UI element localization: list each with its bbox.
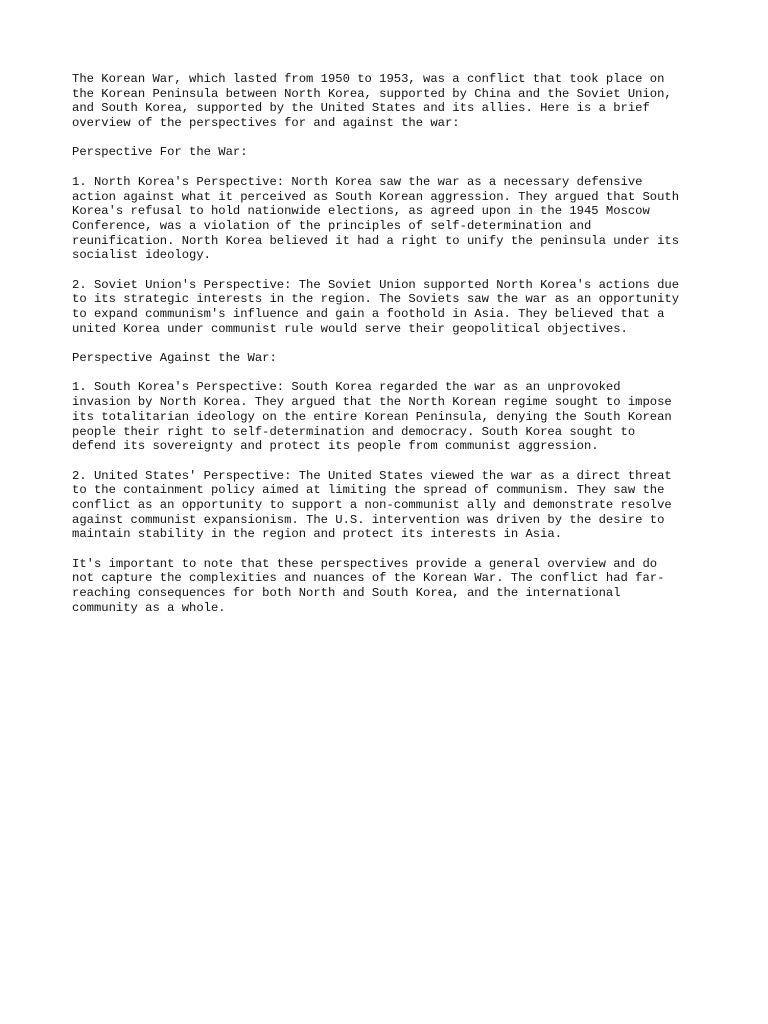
- text-line: maintain stability in the region and protect its interests in Asia.: [72, 527, 563, 542]
- section-heading-against: [72, 351, 702, 366]
- text-line: socialist ideology.: [72, 248, 211, 263]
- text-line: Conference, was a violation of the principles of self-determination and: [72, 218, 592, 233]
- text-line: not capture the complexities and nuances of the Korean War. The conflict had far-: [72, 571, 665, 586]
- text-line: overview of the perspectives for and against the war:: [72, 116, 460, 131]
- text-line: and South Korea, supported by the United States and its allies. Here is a brief: [72, 101, 650, 116]
- text-line: Perspective For the War:: [72, 145, 248, 160]
- text-line: against communist expansionism. The U.S. intervention was driven by the desire to: [72, 512, 665, 527]
- text-line: Perspective Against the War:: [72, 351, 277, 366]
- text-line: invasion by North Korea. They argued that the North Korean regime sought to impose: [72, 395, 672, 410]
- united-states-paragraph: [72, 469, 702, 542]
- text-line: to the containment policy aimed at limiting the spread of communism. They saw the: [72, 483, 665, 498]
- intro-paragraph: [72, 72, 702, 131]
- text-line: the Korean Peninsula between North Korea, supported by China and the Soviet Union,: [72, 86, 672, 101]
- conclusion-paragraph: [72, 557, 702, 616]
- text-line: its totalitarian ideology on the entire Korean Peninsula, denying the South Korean: [72, 409, 672, 424]
- text-line: people their right to self-determination and democracy. South Korea sought to: [72, 424, 636, 439]
- text-line: 2. Soviet Union's Perspective: The Soviet Union supported North Korea's actions due: [72, 277, 680, 292]
- text-line: to expand communism's influence and gain a foothold in Asia. They believed that a: [72, 307, 665, 321]
- north-korea-paragraph: [72, 175, 702, 263]
- south-korea-paragraph: [72, 380, 702, 453]
- document-page: [72, 72, 702, 630]
- text-line: reaching consequences for both North and South Korea, and the international: [72, 586, 621, 601]
- text-line: conflict as an opportunity to support a non-communist ally and demonstrate resolve: [72, 497, 672, 512]
- text-line: united Korea under communist rule would serve their geopolitical objectives.: [72, 321, 628, 336]
- text-line: 2. United States' Perspective: The United States viewed the war as a direct threat: [72, 468, 672, 483]
- text-line: to its strategic interests in the region. The Soviets saw the war as an opportunity: [72, 292, 680, 307]
- text-line: reunification. North Korea believed it had a right to unify the peninsula under its: [72, 233, 680, 248]
- text-line: It's important to note that these perspectives provide a general overview and do: [72, 556, 658, 571]
- text-line: community as a whole.: [72, 600, 226, 615]
- text-line: Korea's refusal to hold nationwide elections, as agreed upon in the 1945 Moscow: [72, 204, 650, 219]
- text-line: The Korean War, which lasted from 1950 to 1953, was a conflict that took place on: [72, 72, 665, 86]
- text-line: 1. North Korea's Perspective: North Korea saw the war as a necessary defensive: [72, 174, 643, 189]
- soviet-union-paragraph: [72, 278, 702, 337]
- text-line: action against what it perceived as South Korean aggression. They argued that South: [72, 189, 680, 204]
- text-line: defend its sovereignty and protect its people from communist aggression.: [72, 439, 599, 454]
- text-line: 1. South Korea's Perspective: South Korea regarded the war as an unprovoked: [72, 380, 621, 395]
- section-heading-for: [72, 145, 702, 160]
